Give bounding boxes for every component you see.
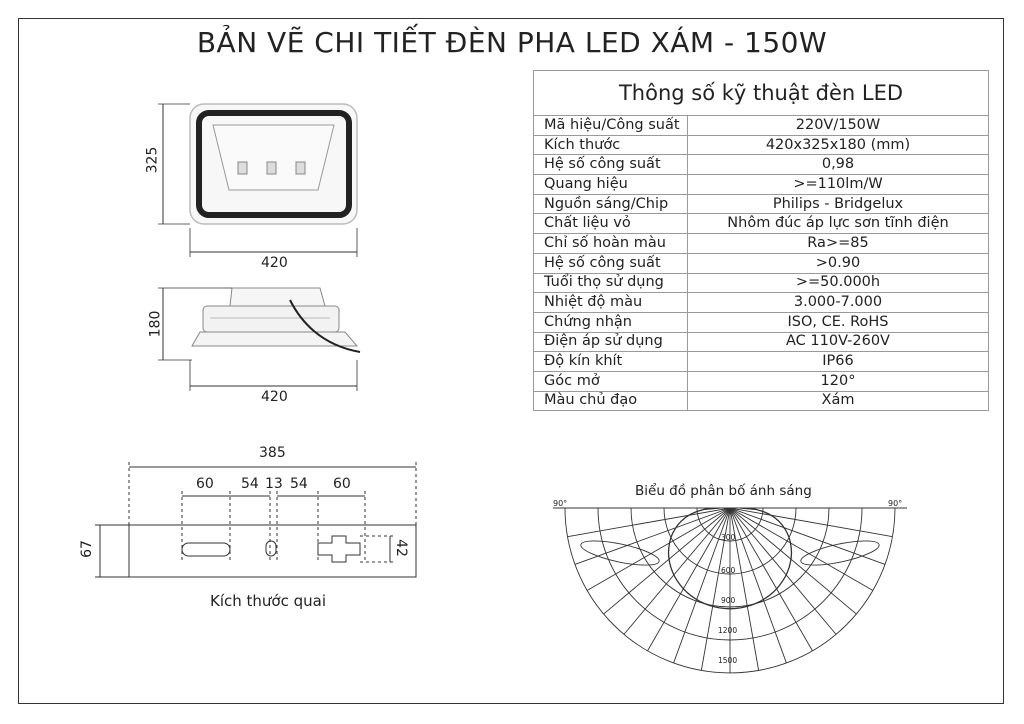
polar-angle-left: 90°	[553, 499, 568, 508]
bracket-segment-label: 54	[241, 476, 259, 492]
spec-value: 220V/150W	[688, 116, 989, 136]
spec-label: Tuổi thọ sử dụng	[534, 273, 688, 293]
spec-label: Hệ số công suất	[534, 253, 688, 273]
bracket-total-label: 385	[259, 445, 286, 461]
spec-label: Độ kín khít	[534, 352, 688, 372]
spec-value: 3.000-7.000	[688, 293, 989, 313]
table-row	[534, 234, 989, 254]
table-row	[534, 214, 989, 234]
table-row	[534, 391, 989, 411]
spec-label: Chứng nhận	[534, 312, 688, 332]
table-row	[534, 371, 989, 391]
spec-label: Nhiệt độ màu	[534, 293, 688, 313]
spec-table-heading: Thông số kỹ thuật đèn LED	[534, 71, 989, 116]
spec-label: Chỉ số hoàn màu	[534, 234, 688, 254]
spec-label: Nguồn sáng/Chip	[534, 194, 688, 214]
polar-ring-label: 1200	[718, 626, 738, 635]
side-height-label: 180	[147, 310, 164, 338]
front-width-label: 420	[261, 255, 288, 271]
spec-value: 120°	[688, 371, 989, 391]
bracket-height-label: 67	[78, 540, 95, 558]
table-row	[534, 293, 989, 313]
polar-ring-label: 1500	[718, 656, 738, 665]
table-row	[534, 273, 989, 293]
spec-label: Hệ số công suất	[534, 155, 688, 175]
page-title: BẢN VẼ CHI TIẾT ĐÈN PHA LED XÁM - 150W	[196, 26, 828, 59]
table-row	[534, 175, 989, 195]
side-width-label: 420	[261, 389, 288, 405]
polar-angle-right: 90°	[888, 499, 903, 508]
table-row	[534, 253, 989, 273]
spec-value: Nhôm đúc áp lực sơn tĩnh điện	[688, 214, 989, 234]
spec-value: IP66	[688, 352, 989, 372]
spec-label: Mã hiệu/Công suất	[534, 116, 688, 136]
bracket-segment-label: 54	[290, 476, 308, 492]
spec-value: Xám	[688, 391, 989, 411]
polar-ring-label: 300	[721, 533, 736, 542]
table-row	[534, 194, 989, 214]
spec-label: Kích thước	[534, 135, 688, 155]
front-height-label: 325	[144, 146, 161, 174]
bracket-caption: Kích thước quai	[210, 592, 327, 610]
spec-value: 0,98	[688, 155, 989, 175]
table-row	[534, 352, 989, 372]
spec-value: >=110lm/W	[688, 175, 989, 195]
table-row	[534, 135, 989, 155]
front-view	[158, 104, 357, 257]
bracket-segment-label: 13	[265, 476, 283, 492]
spec-label: Góc mở	[534, 371, 688, 391]
spec-label: Điện áp sử dụng	[534, 332, 688, 352]
polar-ring-label: 600	[721, 566, 736, 575]
bracket-hole-height-label: 42	[392, 539, 409, 557]
side-view	[158, 288, 360, 391]
spec-value: AC 110V-260V	[688, 332, 989, 352]
bracket-segment-label: 60	[196, 476, 214, 492]
spec-value: 420x325x180 (mm)	[688, 135, 989, 155]
polar-lobe	[799, 536, 881, 570]
table-row	[534, 332, 989, 352]
spec-label: Quang hiệu	[534, 175, 688, 195]
spec-value: ISO, CE. RoHS	[688, 312, 989, 332]
spec-value: >=50.000h	[688, 273, 989, 293]
spec-table	[533, 70, 989, 411]
spec-label: Chất liệu vỏ	[534, 214, 688, 234]
spec-value: Ra>=85	[688, 234, 989, 254]
polar-ring-label: 900	[721, 596, 736, 605]
table-row	[534, 155, 989, 175]
polar-lobe	[579, 536, 661, 570]
spec-value: Philips - Bridgelux	[688, 194, 989, 214]
bracket-segment-label: 60	[333, 476, 351, 492]
polar-caption: Biểu đồ phân bố ánh sáng	[635, 483, 812, 499]
table-row	[534, 312, 989, 332]
spec-label: Màu chủ đạo	[534, 391, 688, 411]
table-row	[534, 116, 989, 136]
spec-value: >0.90	[688, 253, 989, 273]
